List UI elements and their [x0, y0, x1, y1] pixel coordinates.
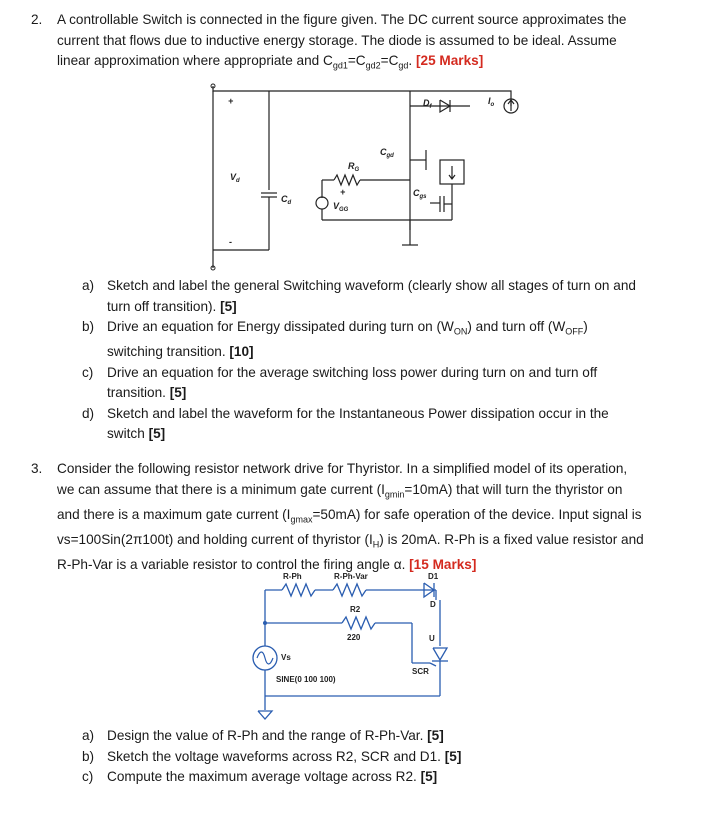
rph-label: R-Ph — [283, 572, 302, 581]
question-line: vs=100Sin(2π100t) and holding current of thyristor $(I_H)$ is 20mA. R-Ph is a fixed value resistor and — [57, 531, 644, 550]
part-a: a) Design the value of R-Ph and the range of R-Ph-Var. [5] — [82, 728, 444, 743]
marks-badge: [25 Marks] — [415, 53, 484, 68]
sine-label: SINE(0 100 100) — [276, 675, 336, 684]
io-label: $I_o$ — [488, 96, 495, 108]
question-line: Consider the following resistor network drive for Thyristor. In a simplified model of its operation, — [57, 461, 628, 476]
vs-label: Vs — [281, 653, 291, 662]
question-2-parts — [82, 276, 682, 445]
cgs-label: $C_{gs}$ — [413, 188, 427, 200]
d-label: D — [430, 600, 436, 609]
part-c: c) Compute the maximum average voltage across R2. [5] — [82, 769, 438, 784]
part-c: c) Drive an equation for the average switching loss power during turn on and turn off transition. [5] — [82, 364, 598, 401]
scr-label: SCR — [412, 667, 429, 676]
question-line: R-Ph-Var is a variable resistor to control the firing angle α. [15 Marks] — [57, 557, 477, 573]
cd-label: $C_d$ — [281, 194, 292, 206]
vd-label: $V_d$ — [230, 172, 240, 184]
plus-label: + — [228, 96, 234, 106]
question-line: we can assume that there is a minimum gate current $(I_{gmin}=10mA)$ that will turn the thyristor on — [57, 481, 623, 500]
question-3-parts — [82, 726, 682, 788]
rphvar-label: R-Ph-Var — [334, 572, 368, 581]
rg-label: $R_G$ — [348, 161, 360, 173]
vgg-plus: + — [340, 187, 346, 197]
d1-label: D1 — [428, 572, 439, 581]
cgd-label: $C_{gd}$ — [380, 147, 394, 159]
df-label: $D_f$ — [423, 98, 432, 110]
r2-value: 220 — [347, 633, 361, 642]
vgg-label: $V_{GG}$ — [333, 201, 349, 213]
question-number: 3. — [31, 461, 43, 476]
part-a: a) Sketch and label the general Switching waveform (clearly show all stages of turn on and turn off transition). [5] — [82, 278, 636, 314]
part-d: d) Sketch and label the waveform for the Instantaneous Power dissipation occur in the switch [5] — [82, 405, 609, 442]
u-label: U — [429, 634, 435, 643]
part-b: b) Sketch the voltage waveforms across R2, SCR and D1. [5] — [82, 748, 462, 764]
minus-label: - — [229, 237, 232, 247]
part-b: b) Drive an equation for Energy dissipated during turn on $(W_{ON})$ and turn off $(W_{OFF})$ switching transition. [10] — [82, 319, 588, 360]
question-line: current that flows due to inductive energy storage. The diode is assumed to be ideal. Assume — [57, 32, 617, 48]
question-line: linear approximation where appropriate and $C_{gd1}=C_{gd2}=C_{gd}$. [25 Marks] — [57, 53, 484, 71]
question-number: 2. — [31, 12, 43, 27]
r2-label: R2 — [350, 605, 361, 614]
question-line: A controllable Switch is connected in the figure given. The DC current source approximates the — [57, 12, 627, 27]
marks-badge: [15 Marks] — [409, 557, 477, 573]
question-line: and there is a maximum gate current $(I_{gmax}=50mA)$ for safe operation of the device. Input signal is — [57, 506, 642, 525]
